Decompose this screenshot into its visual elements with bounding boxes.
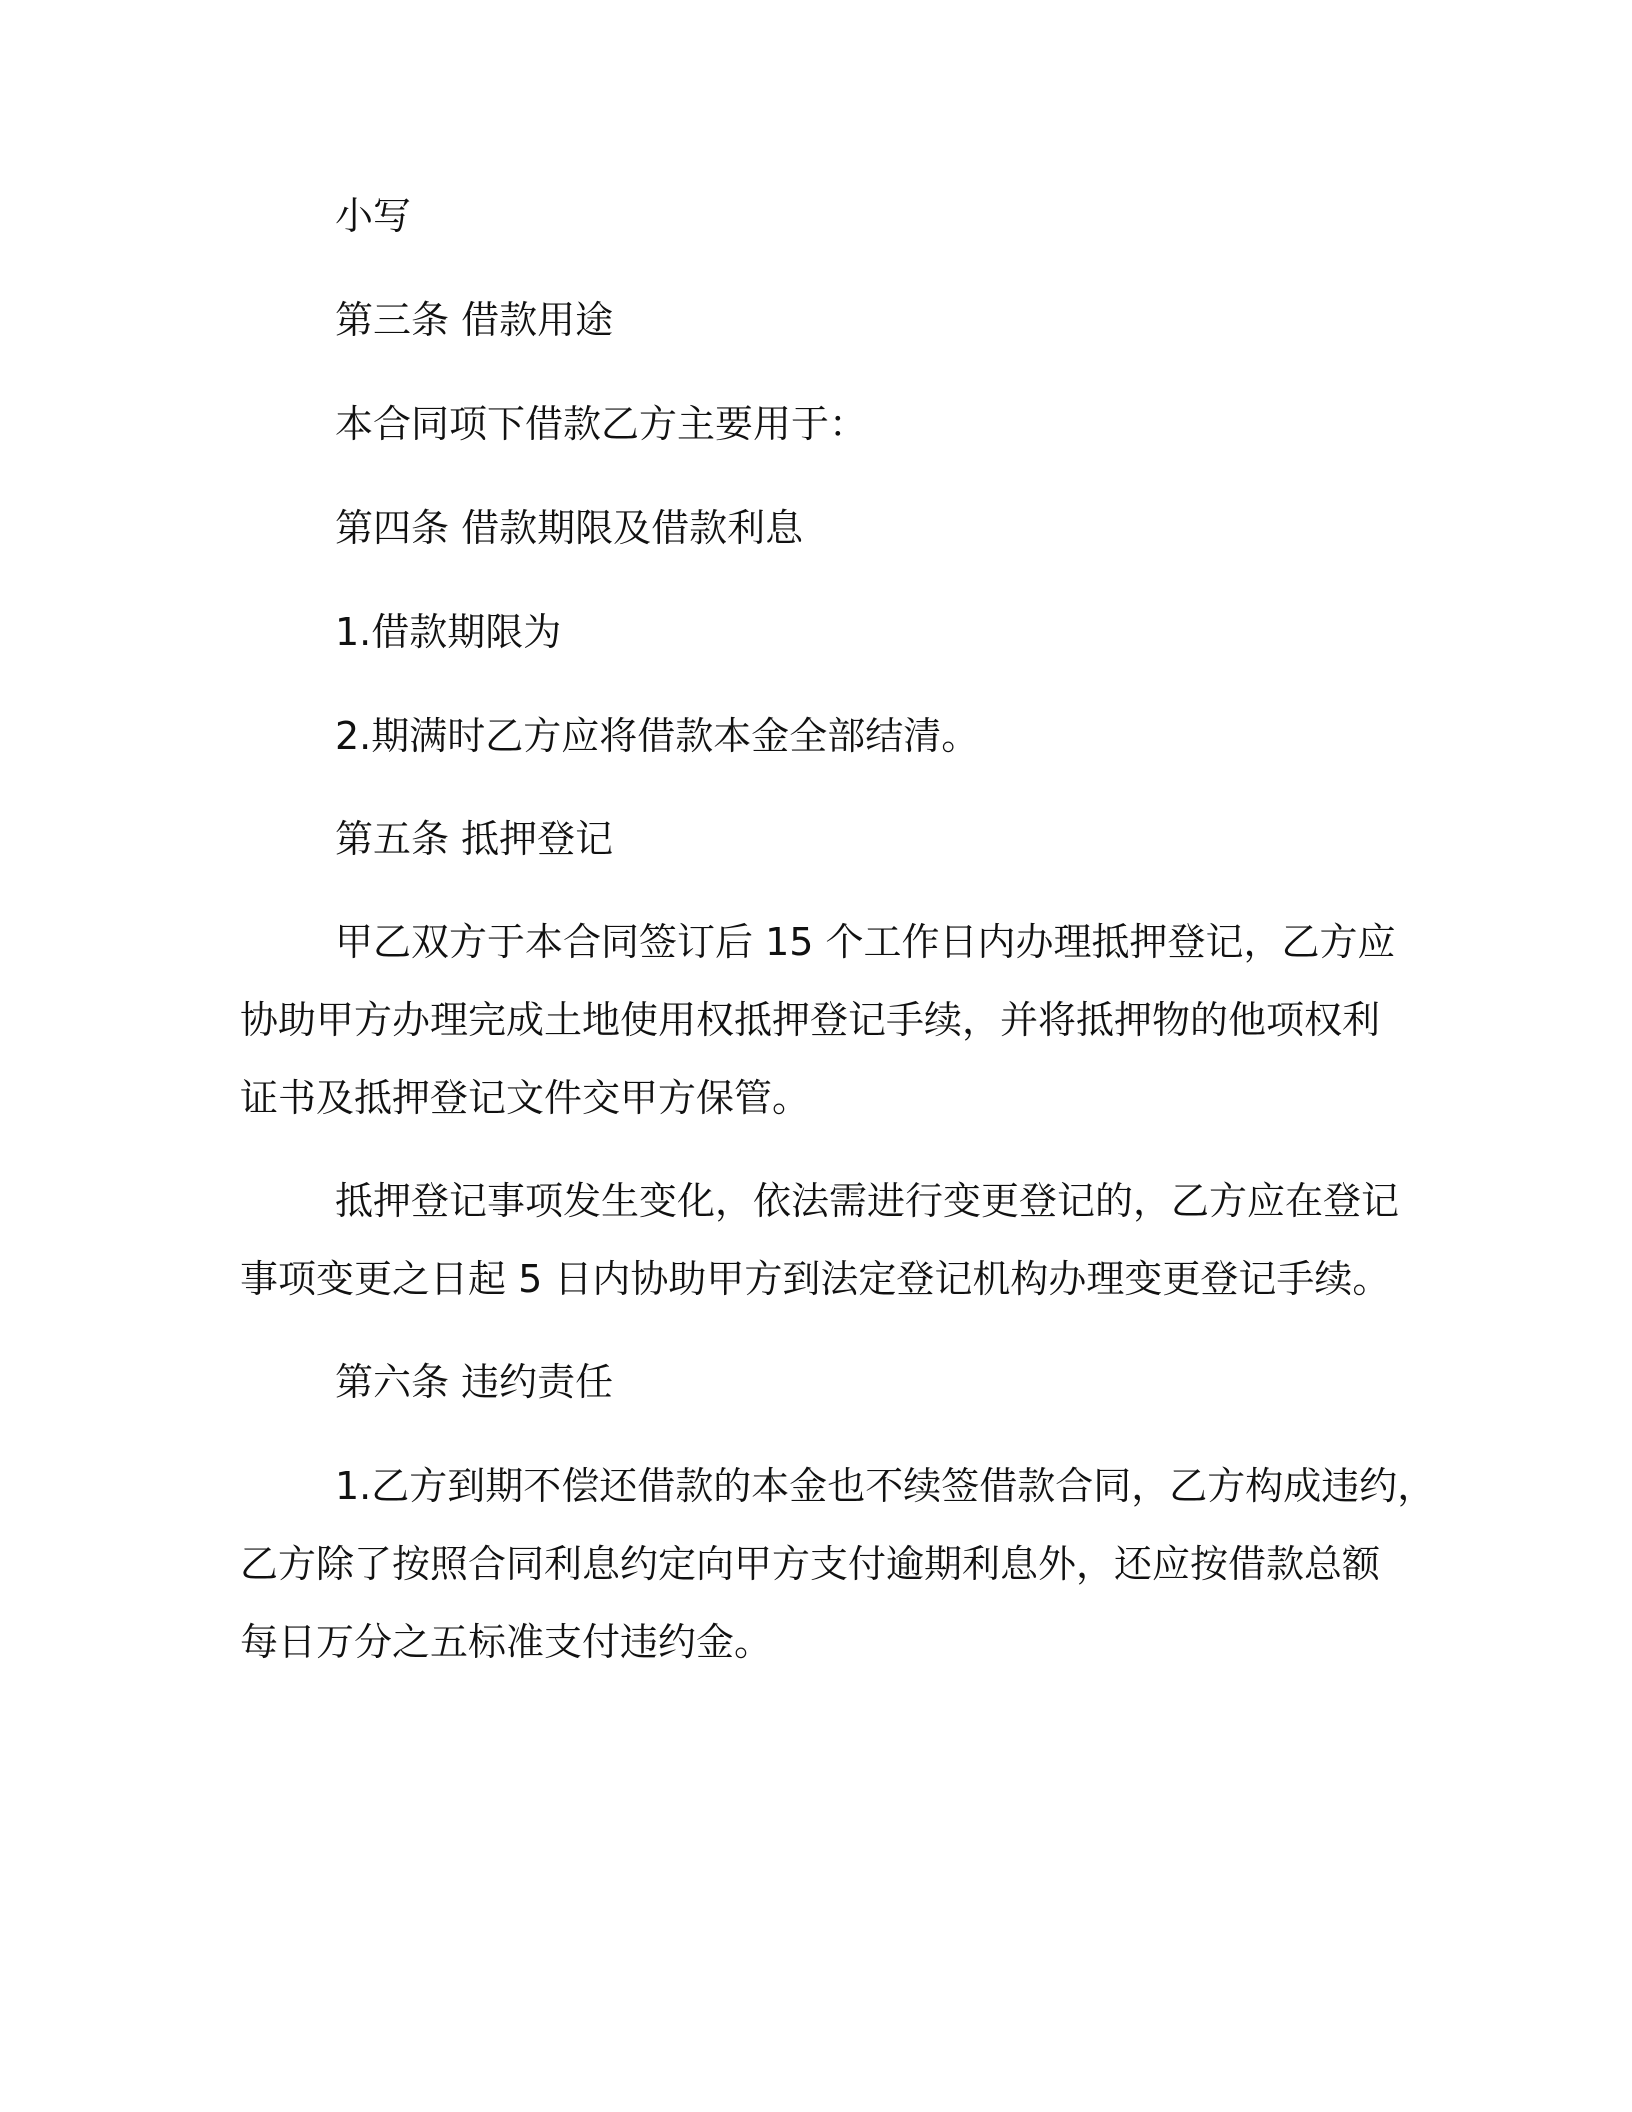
paragraph-default-line-1: 1.乙方到期不偿还借款的本金也不续签借款合同，乙方构成违约， [335, 1464, 1436, 1508]
paragraph-change-registration-line-2: 事项变更之日起 5 日内协助甲方到法定登记机构办理变更登记手续。 [240, 1257, 1391, 1301]
paragraph-default-line-2: 乙方除了按照合同利息约定向甲方支付逾期利息外，还应按借款总额 [240, 1542, 1381, 1586]
paragraph-mortgage-line-1: 甲乙双方于本合同签订后 15 个工作日内办理抵押登记，乙方应 [335, 920, 1396, 964]
paragraph-change-registration-line-1: 抵押登记事项发生变化，依法需进行变更登记的，乙方应在登记 [335, 1179, 1400, 1223]
paragraph-loan-term: 1.借款期限为 [335, 610, 562, 654]
text-line-small-caps: 小写 [335, 194, 412, 238]
paragraph-mortgage-line-2: 协助甲方办理完成土地使用权抵押登记手续，并将抵押物的他项权利 [240, 998, 1381, 1042]
paragraph-mortgage-line-3: 证书及抵押登记文件交甲方保管。 [240, 1076, 811, 1120]
paragraph-loan-purpose: 本合同项下借款乙方主要用于： [335, 402, 868, 446]
paragraph-default-line-3: 每日万分之五标准支付违约金。 [240, 1620, 773, 1664]
heading-article-4: 第四条 借款期限及借款利息 [335, 506, 804, 550]
heading-article-5: 第五条 抵押登记 [335, 817, 614, 861]
heading-article-6: 第六条 违约责任 [335, 1360, 614, 1404]
paragraph-repayment: 2.期满时乙方应将借款本金全部结清。 [335, 714, 980, 758]
heading-article-3: 第三条 借款用途 [335, 298, 614, 342]
